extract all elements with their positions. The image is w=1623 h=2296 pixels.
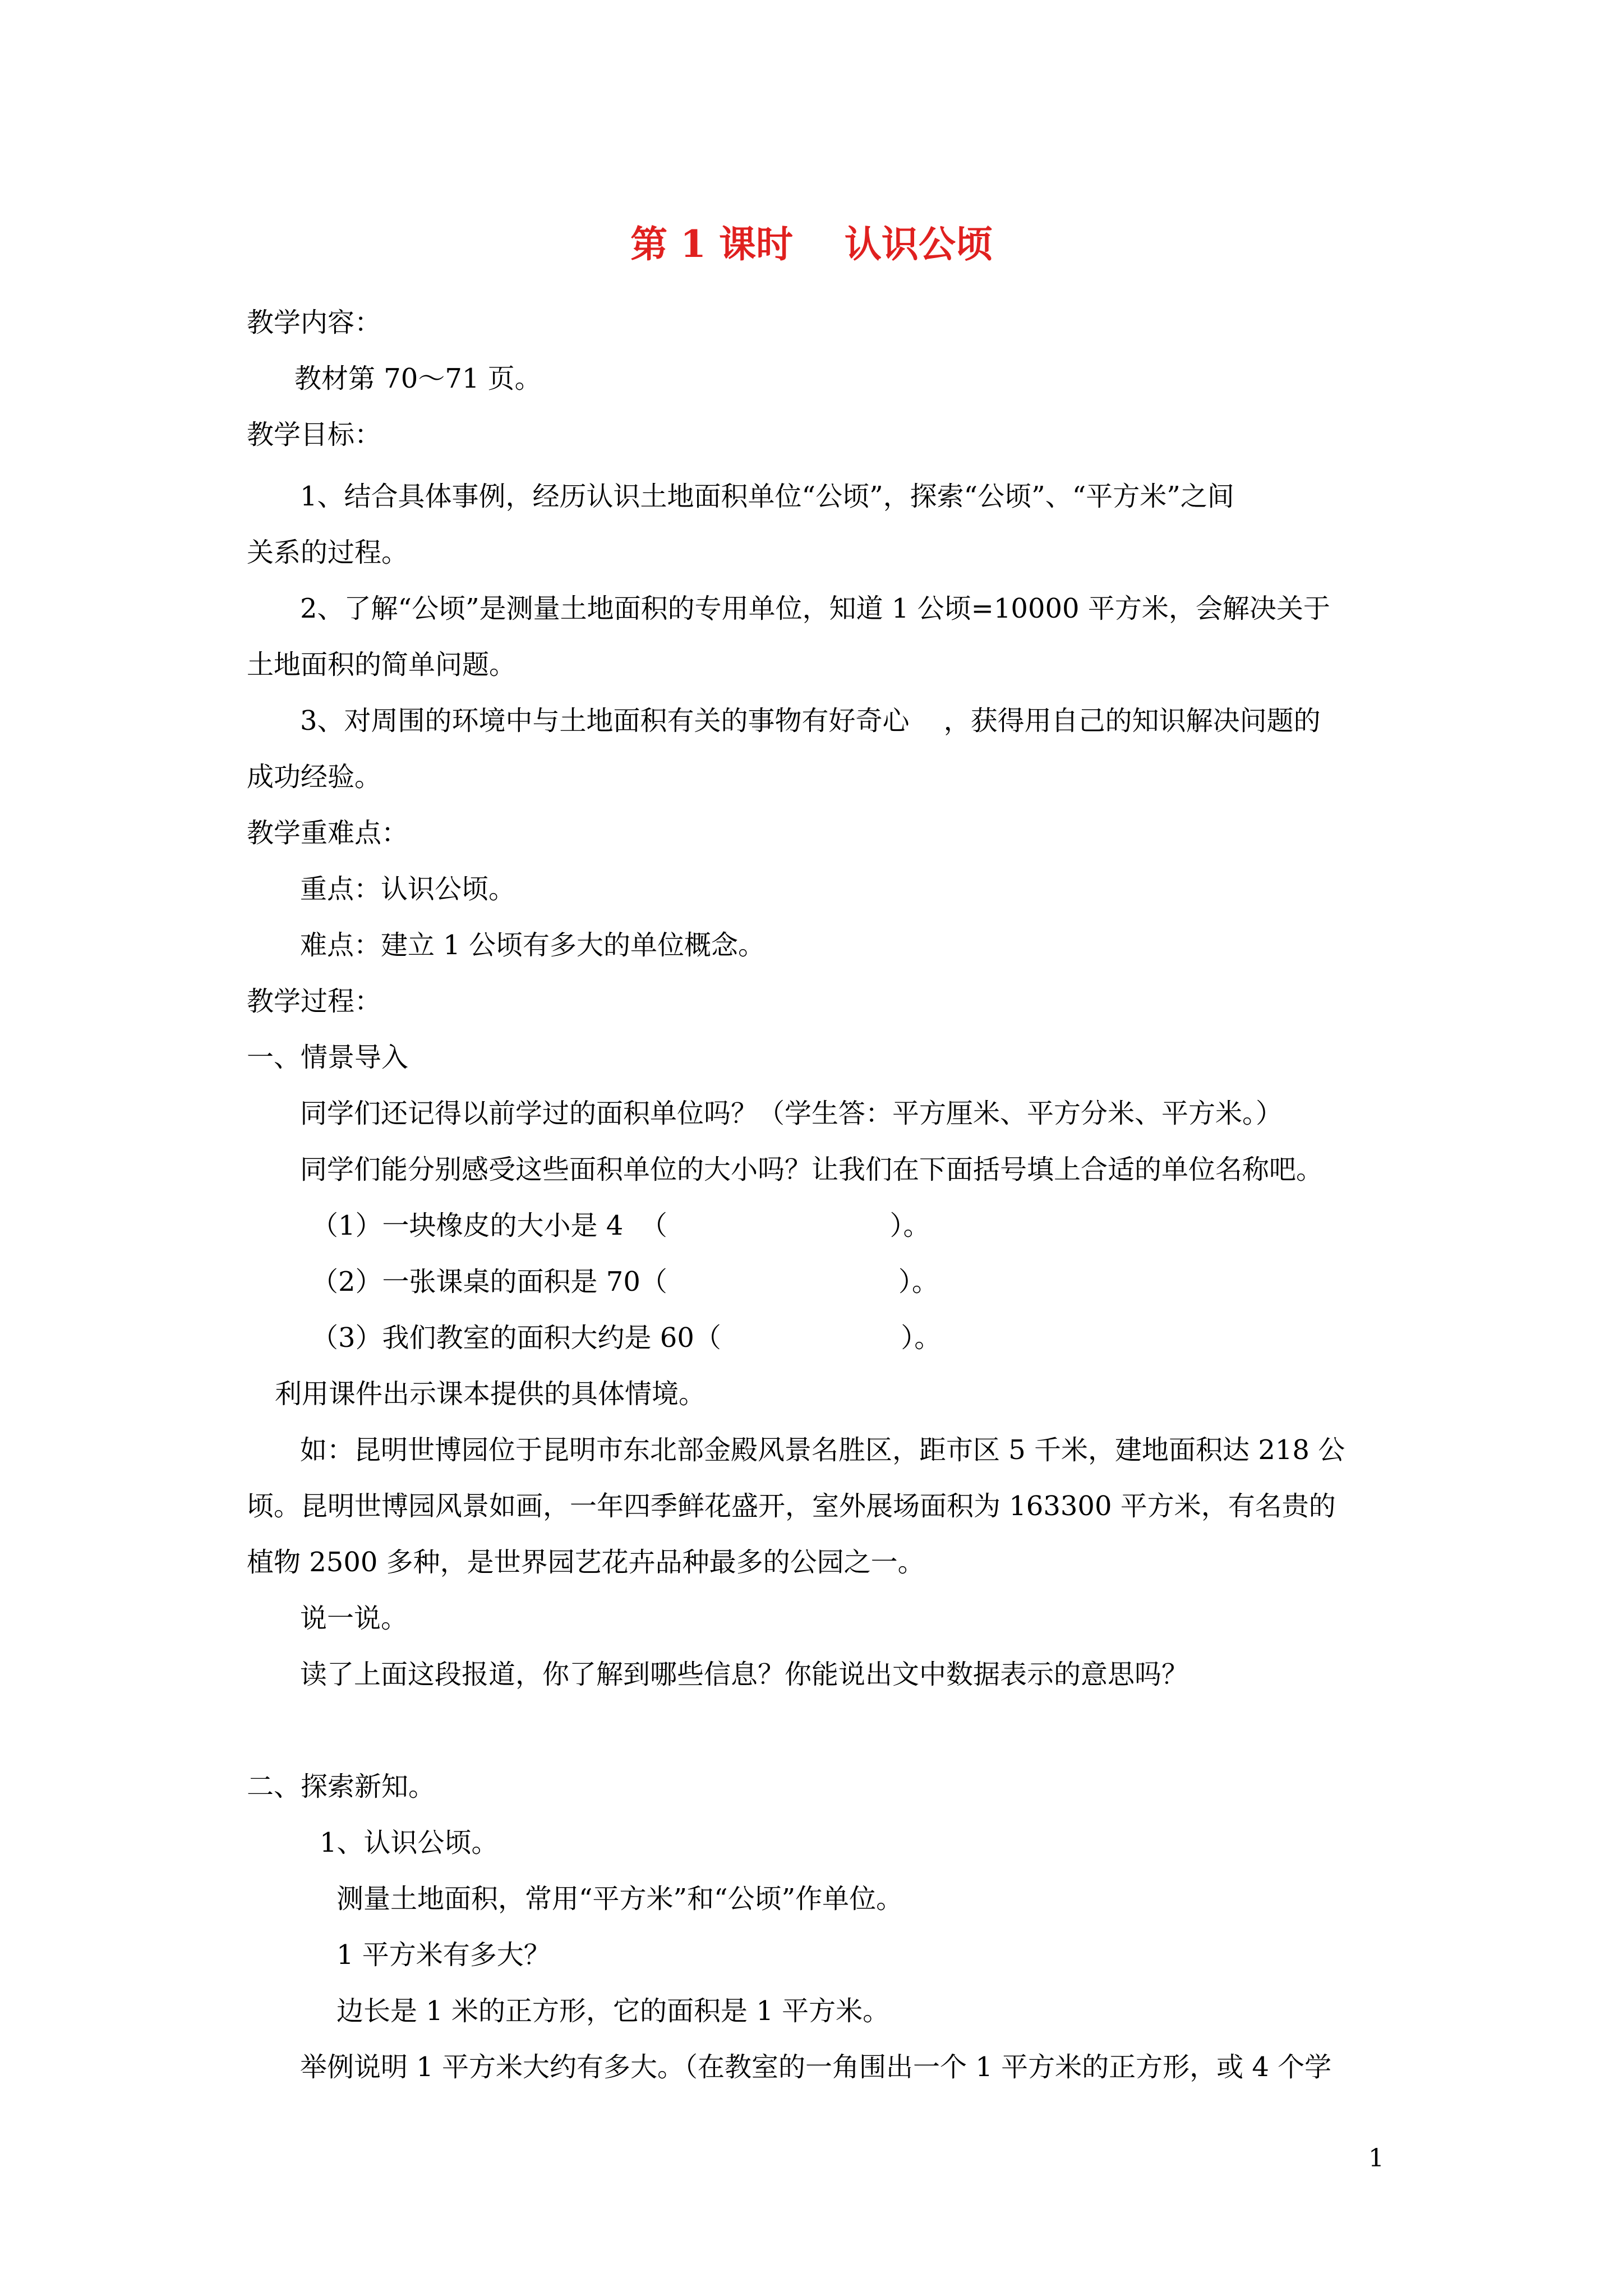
exercise-item: （2）一张课桌的面积是 70（ ）。 <box>311 1266 939 1297</box>
text-line: 边长是 1 米的正方形，它的面积是 1 平方米。 <box>336 1995 890 2027</box>
text-line: 举例说明 1 平方米大约有多大。（在教室的一角围出一个 1 平方米的正方形，或 4 个学 <box>300 2051 1332 2083</box>
text-line: 顷。昆明世博园风景如画，一年四季鲜花盛开，室外展场面积为 163300 平方米，有名贵的 <box>247 1490 1336 1522</box>
section-heading-explore: 二、探索新知。 <box>247 1771 436 1802</box>
section-heading-objectives: 教学目标： <box>247 419 382 450</box>
exercise-item: （3）我们教室的面积大约是 60（ ）。 <box>311 1322 942 1354</box>
text-line: 植物 2500 多种，是世界园艺花卉品种最多的公园之一。 <box>247 1547 925 1578</box>
text-line: 难点：建立 1 公顷有多大的单位概念。 <box>300 930 766 961</box>
text-line: 测量土地面积，常用“平方米”和“公顷”作单位。 <box>336 1883 903 1915</box>
text-line: 教材第 70～71 页。 <box>294 363 542 394</box>
text-line: 如：昆明世博园位于昆明市东北部金殿风景名胜区，距市区 5 千米，建地面积达 218 公 <box>300 1434 1345 1466</box>
section-heading-content: 教学内容： <box>247 307 382 338</box>
section-heading-process: 教学过程： <box>247 986 382 1017</box>
exercise-item: （1）一块橡皮的大小是 4 （ ）。 <box>311 1210 930 1241</box>
text-line: 说一说。 <box>300 1603 408 1634</box>
page-title: 第 1 课时 认识公顷 <box>630 222 993 266</box>
text-line: 关系的过程。 <box>247 537 409 568</box>
text-line: 重点：认识公顷。 <box>300 873 516 905</box>
text-line: 读了上面这段报道，你了解到哪些信息？你能说出文中数据表示的意思吗？ <box>300 1659 1189 1690</box>
text-line: 1、结合具体事例，经历认识土地面积单位“公顷”，探索“公顷”、“平方米”之间 <box>300 481 1234 512</box>
text-line: 成功经验。 <box>247 761 382 793</box>
text-line: 同学们还记得以前学过的面积单位吗？（学生答：平方厘米、平方分米、平方米。） <box>300 1098 1283 1129</box>
section-heading-key-points: 教学重难点： <box>247 817 409 849</box>
text-line: 土地面积的简单问题。 <box>247 649 517 680</box>
text-line: 同学们能分别感受这些面积单位的大小吗？让我们在下面括号填上合适的单位名称吧。 <box>300 1154 1324 1185</box>
page-number: 1 <box>1368 2144 1384 2173</box>
subsection-heading: 1、认识公顷。 <box>320 1827 499 1858</box>
section-heading-intro: 一、情景导入 <box>247 1042 409 1073</box>
text-line: 利用课件出示课本提供的具体情境。 <box>275 1378 706 1410</box>
text-line: 1 平方米有多大？ <box>336 1939 551 1971</box>
text-line: 3、对周围的环境中与土地面积有关的事物有好奇心 ，获得用自己的知识解决问题的 <box>300 705 1321 737</box>
text-line: 2、了解“公顷”是测量土地面积的专用单位，知道 1 公顷=10000 平方米，会解决关于 <box>300 593 1330 624</box>
